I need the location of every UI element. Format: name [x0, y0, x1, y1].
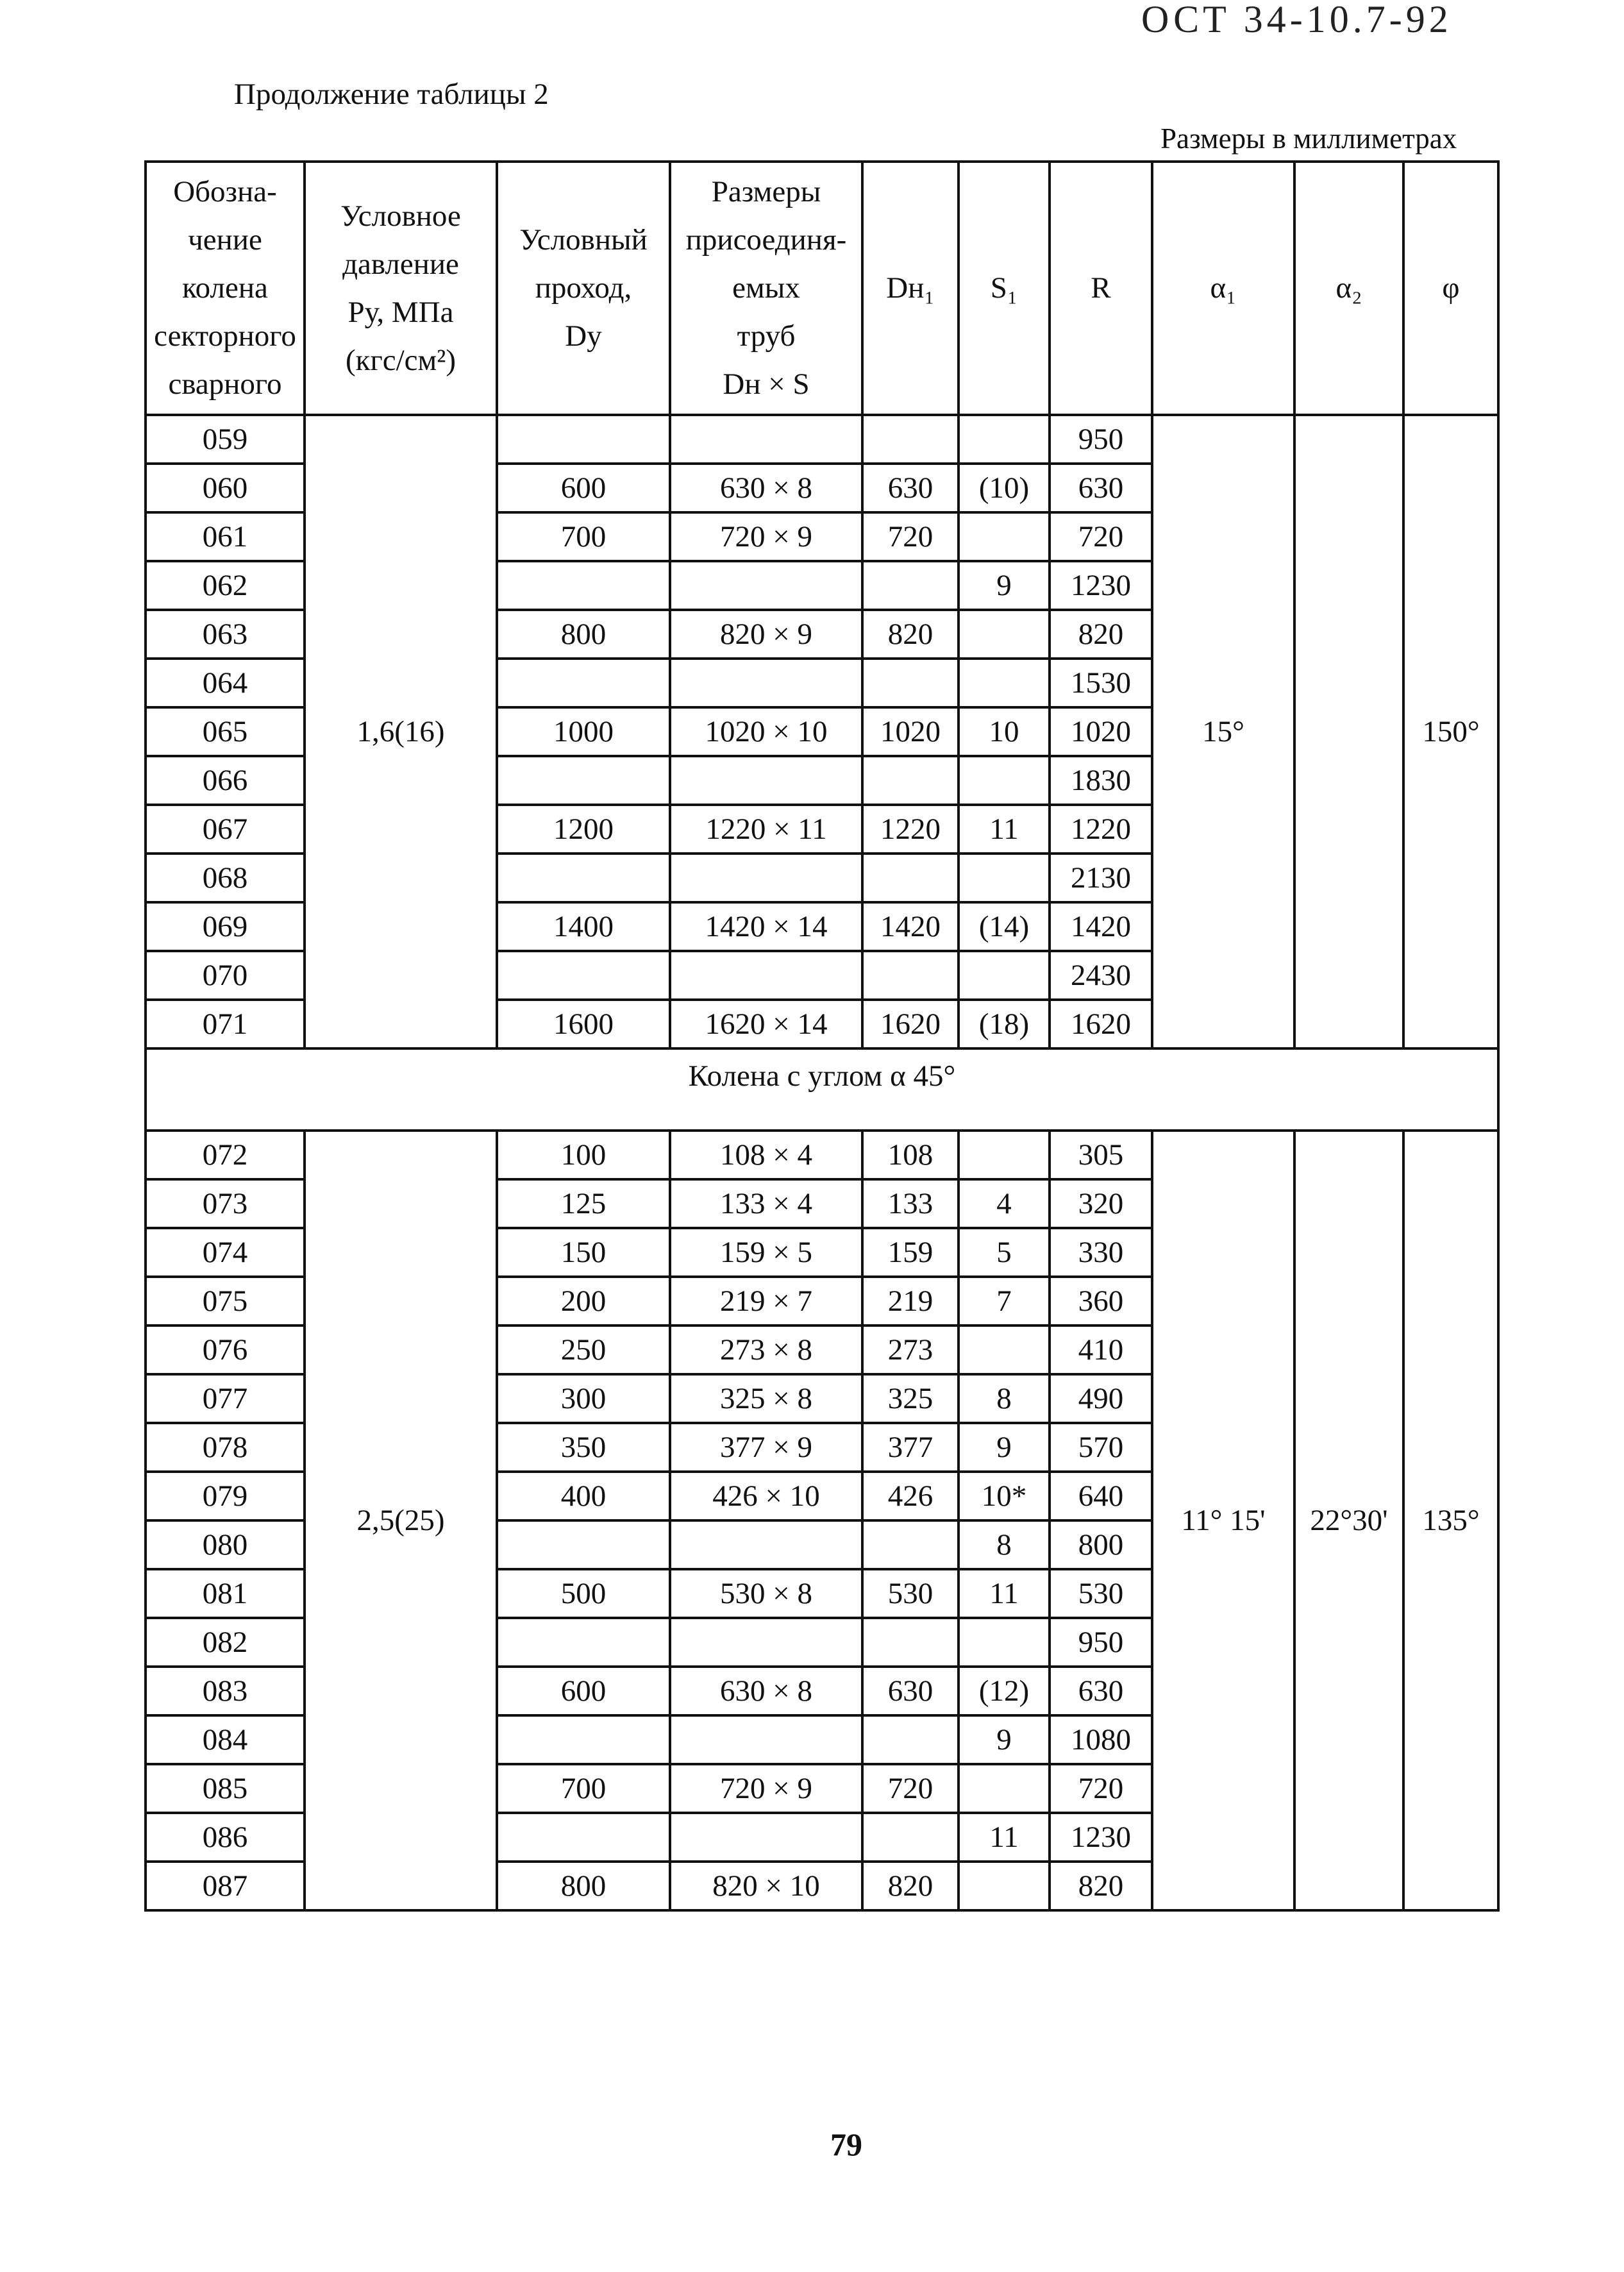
pipe-size-cell: 1420 × 14 [670, 902, 862, 951]
pipe-size-cell [670, 951, 862, 1000]
designation-cell: 086 [146, 1813, 305, 1862]
passage-cell: 700 [497, 512, 670, 561]
header-alpha1: α₁ [1152, 162, 1294, 415]
dn1-cell: 219 [862, 1277, 958, 1325]
passage-cell: 125 [497, 1179, 670, 1228]
radius-cell: 640 [1050, 1472, 1152, 1520]
s1-cell [958, 1325, 1050, 1374]
dn1-cell: 1620 [862, 1000, 958, 1048]
alpha2-cell: 22°30' [1294, 1131, 1403, 1910]
dn1-cell: 159 [862, 1228, 958, 1277]
designation-cell: 068 [146, 854, 305, 902]
designation-cell: 087 [146, 1862, 305, 1910]
designation-cell: 082 [146, 1618, 305, 1667]
radius-cell: 1530 [1050, 659, 1152, 707]
pipe-size-cell: 720 × 9 [670, 512, 862, 561]
passage-cell: 1000 [497, 707, 670, 756]
dn1-cell: 377 [862, 1423, 958, 1472]
s1-cell [958, 659, 1050, 707]
header-alpha2: α₂ [1294, 162, 1403, 415]
passage-cell: 700 [497, 1764, 670, 1813]
passage-cell [497, 756, 670, 805]
radius-cell: 320 [1050, 1179, 1152, 1228]
header-dn1: Dн₁ [862, 162, 958, 415]
pipe-size-cell [670, 1520, 862, 1569]
passage-cell: 400 [497, 1472, 670, 1520]
pipe-size-cell: 219 × 7 [670, 1277, 862, 1325]
dn1-cell: 325 [862, 1374, 958, 1423]
radius-cell: 630 [1050, 464, 1152, 512]
passage-cell: 1400 [497, 902, 670, 951]
s1-cell: 4 [958, 1179, 1050, 1228]
s1-cell: 10* [958, 1472, 1050, 1520]
dn1-cell: 273 [862, 1325, 958, 1374]
radius-cell: 950 [1050, 1618, 1152, 1667]
pipe-size-cell: 108 × 4 [670, 1131, 862, 1179]
pipe-size-cell: 426 × 10 [670, 1472, 862, 1520]
designation-cell: 066 [146, 756, 305, 805]
phi-cell: 150° [1403, 415, 1498, 1048]
dn1-cell: 630 [862, 464, 958, 512]
designation-cell: 064 [146, 659, 305, 707]
pipe-size-cell: 1620 × 14 [670, 1000, 862, 1048]
designation-cell: 063 [146, 610, 305, 659]
radius-cell: 800 [1050, 1520, 1152, 1569]
designation-cell: 078 [146, 1423, 305, 1472]
designation-cell: 085 [146, 1764, 305, 1813]
pipe-size-cell [670, 659, 862, 707]
designation-cell: 067 [146, 805, 305, 854]
pipe-size-cell: 1220 × 11 [670, 805, 862, 854]
section-2-title [146, 1048, 1498, 1131]
designation-cell: 060 [146, 464, 305, 512]
s1-cell [958, 512, 1050, 561]
designation-cell: 074 [146, 1228, 305, 1277]
dn1-cell [862, 1618, 958, 1667]
passage-cell: 1200 [497, 805, 670, 854]
page-number: 79 [830, 2126, 862, 2162]
designation-cell: 062 [146, 561, 305, 610]
radius-cell: 330 [1050, 1228, 1152, 1277]
s1-cell [958, 1764, 1050, 1813]
s1-cell [958, 610, 1050, 659]
phi-cell: 135° [1403, 1131, 1498, 1910]
designation-cell: 079 [146, 1472, 305, 1520]
designation-cell: 059 [146, 415, 305, 464]
pipe-size-cell: 325 × 8 [670, 1374, 862, 1423]
passage-cell [497, 415, 670, 464]
radius-cell: 1620 [1050, 1000, 1152, 1048]
radius-cell: 1230 [1050, 1813, 1152, 1862]
s1-cell: 11 [958, 805, 1050, 854]
passage-cell [497, 1813, 670, 1862]
pipe-size-cell: 630 × 8 [670, 1667, 862, 1715]
designation-cell: 080 [146, 1520, 305, 1569]
pipe-size-cell: 820 × 10 [670, 1862, 862, 1910]
dn1-cell: 1020 [862, 707, 958, 756]
s1-cell: 11 [958, 1813, 1050, 1862]
header-pressure: Условное давление Ру, МПа (кгс/см²) [305, 162, 497, 415]
designation-cell: 061 [146, 512, 305, 561]
s1-cell [958, 1618, 1050, 1667]
dn1-cell [862, 561, 958, 610]
header-r: R [1050, 162, 1152, 415]
section-1-body [146, 415, 1498, 1048]
units-note: Размеры в миллиметрах [1160, 122, 1457, 155]
designation-cell: 081 [146, 1569, 305, 1618]
passage-cell: 350 [497, 1423, 670, 1472]
pipe-size-cell [670, 1715, 862, 1764]
s1-cell [958, 1862, 1050, 1910]
radius-cell: 820 [1050, 1862, 1152, 1910]
passage-cell [497, 1618, 670, 1667]
dn1-cell [862, 854, 958, 902]
s1-cell: (14) [958, 902, 1050, 951]
passage-cell: 100 [497, 1131, 670, 1179]
dn1-cell: 630 [862, 1667, 958, 1715]
designation-cell: 069 [146, 902, 305, 951]
dimensions-table [144, 160, 1500, 1912]
table-caption: Продолжение таблицы 2 [234, 78, 549, 111]
designation-cell: 084 [146, 1715, 305, 1764]
designation-cell: 065 [146, 707, 305, 756]
pipe-size-cell: 159 × 5 [670, 1228, 862, 1277]
dn1-cell [862, 1813, 958, 1862]
alpha1-cell: 11° 15' [1152, 1131, 1294, 1910]
radius-cell: 1080 [1050, 1715, 1152, 1764]
s1-cell: 9 [958, 1423, 1050, 1472]
dn1-cell [862, 659, 958, 707]
pressure-cell: 1,6(16) [305, 415, 497, 1048]
table-row [146, 415, 1498, 464]
dn1-cell: 426 [862, 1472, 958, 1520]
alpha1-cell: 15° [1152, 415, 1294, 1048]
s1-cell: 9 [958, 1715, 1050, 1764]
designation-cell: 077 [146, 1374, 305, 1423]
pipe-size-cell: 530 × 8 [670, 1569, 862, 1618]
designation-cell: 072 [146, 1131, 305, 1179]
s1-cell: (10) [958, 464, 1050, 512]
section-2-body [146, 1131, 1498, 1910]
designation-cell: 076 [146, 1325, 305, 1374]
pipe-size-cell [670, 561, 862, 610]
dn1-cell: 1420 [862, 902, 958, 951]
passage-cell: 300 [497, 1374, 670, 1423]
s1-cell [958, 415, 1050, 464]
radius-cell: 1020 [1050, 707, 1152, 756]
s1-cell: 8 [958, 1374, 1050, 1423]
pipe-size-cell [670, 1618, 862, 1667]
dn1-cell [862, 756, 958, 805]
dn1-cell: 1220 [862, 805, 958, 854]
s1-cell [958, 756, 1050, 805]
dn1-cell: 820 [862, 610, 958, 659]
radius-cell: 360 [1050, 1277, 1152, 1325]
document-code: ОСТ 34-10.7-92 [1141, 6, 1452, 40]
dn1-cell: 530 [862, 1569, 958, 1618]
radius-cell: 950 [1050, 415, 1152, 464]
header-phi: φ [1403, 162, 1498, 415]
radius-cell: 1230 [1050, 561, 1152, 610]
designation-cell: 070 [146, 951, 305, 1000]
pipe-size-cell: 1020 × 10 [670, 707, 862, 756]
pipe-size-cell: 377 × 9 [670, 1423, 862, 1472]
radius-cell: 490 [1050, 1374, 1152, 1423]
radius-cell: 1220 [1050, 805, 1152, 854]
dn1-cell [862, 415, 958, 464]
s1-cell [958, 951, 1050, 1000]
s1-cell: 7 [958, 1277, 1050, 1325]
passage-cell [497, 951, 670, 1000]
s1-cell: 11 [958, 1569, 1050, 1618]
pipe-size-cell: 820 × 9 [670, 610, 862, 659]
s1-cell [958, 1131, 1050, 1179]
dn1-cell: 820 [862, 1862, 958, 1910]
radius-cell: 2130 [1050, 854, 1152, 902]
passage-cell [497, 561, 670, 610]
radius-cell: 305 [1050, 1131, 1152, 1179]
radius-cell: 530 [1050, 1569, 1152, 1618]
radius-cell: 1420 [1050, 902, 1152, 951]
designation-cell: 073 [146, 1179, 305, 1228]
s1-cell: 8 [958, 1520, 1050, 1569]
s1-cell [958, 854, 1050, 902]
s1-cell: 10 [958, 707, 1050, 756]
designation-cell: 083 [146, 1667, 305, 1715]
dn1-cell [862, 1520, 958, 1569]
pipe-size-cell [670, 415, 862, 464]
header-pipe-size: Размеры присоединя- емых труб Dн × S [670, 162, 862, 415]
radius-cell: 1830 [1050, 756, 1152, 805]
s1-cell: (18) [958, 1000, 1050, 1048]
passage-cell: 250 [497, 1325, 670, 1374]
passage-cell [497, 854, 670, 902]
header-designation: Обозна- чение колена секторного сварного [146, 162, 305, 415]
radius-cell: 720 [1050, 512, 1152, 561]
radius-cell: 570 [1050, 1423, 1152, 1472]
passage-cell: 500 [497, 1569, 670, 1618]
pipe-size-cell [670, 854, 862, 902]
radius-cell: 820 [1050, 610, 1152, 659]
designation-cell: 071 [146, 1000, 305, 1048]
radius-cell: 410 [1050, 1325, 1152, 1374]
s1-cell: (12) [958, 1667, 1050, 1715]
s1-cell: 9 [958, 561, 1050, 610]
passage-cell [497, 1715, 670, 1764]
passage-cell: 800 [497, 1862, 670, 1910]
pipe-size-cell: 273 × 8 [670, 1325, 862, 1374]
pipe-size-cell [670, 1813, 862, 1862]
pipe-size-cell: 133 × 4 [670, 1179, 862, 1228]
radius-cell: 2430 [1050, 951, 1152, 1000]
section-2-title-text: Колена с углом α 45° [688, 1059, 956, 1093]
radius-cell: 630 [1050, 1667, 1152, 1715]
passage-cell [497, 659, 670, 707]
passage-cell: 150 [497, 1228, 670, 1277]
pressure-cell: 2,5(25) [305, 1131, 497, 1910]
s1-cell: 5 [958, 1228, 1050, 1277]
table-row [146, 1131, 1498, 1179]
passage-cell: 200 [497, 1277, 670, 1325]
pipe-size-cell: 630 × 8 [670, 464, 862, 512]
dn1-cell: 720 [862, 512, 958, 561]
dn1-cell: 720 [862, 1764, 958, 1813]
header-passage: Условный проход, Dу [497, 162, 670, 415]
dn1-cell [862, 951, 958, 1000]
pipe-size-cell [670, 756, 862, 805]
radius-cell: 720 [1050, 1764, 1152, 1813]
dn1-cell: 133 [862, 1179, 958, 1228]
dn1-cell [862, 1715, 958, 1764]
passage-cell: 600 [497, 464, 670, 512]
header-s1: S₁ [958, 162, 1050, 415]
passage-cell: 600 [497, 1667, 670, 1715]
passage-cell: 800 [497, 610, 670, 659]
dn1-cell: 108 [862, 1131, 958, 1179]
passage-cell: 1600 [497, 1000, 670, 1048]
alpha2-cell [1294, 415, 1403, 1048]
pipe-size-cell: 720 × 9 [670, 1764, 862, 1813]
passage-cell [497, 1520, 670, 1569]
designation-cell: 075 [146, 1277, 305, 1325]
